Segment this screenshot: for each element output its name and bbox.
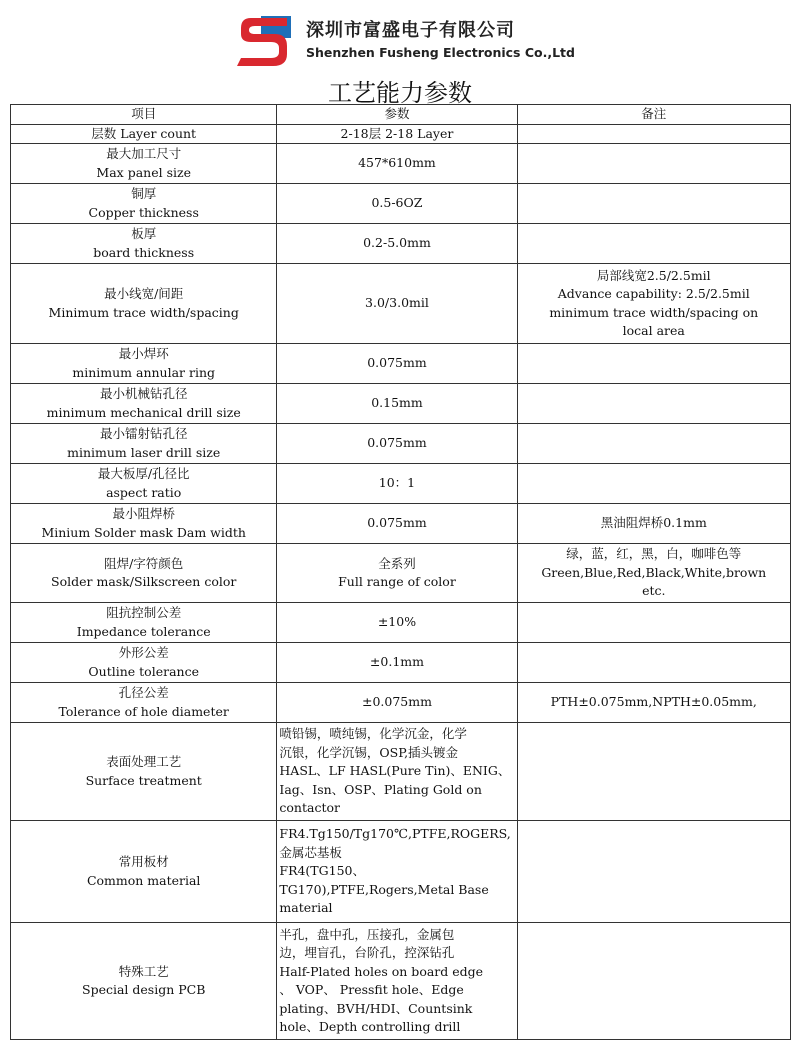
remark-cell: [517, 424, 790, 464]
item-cell: [11, 544, 277, 603]
parameter-cell-line: TG170),PTFE,Rogers,Metal Base: [279, 881, 489, 897]
table-row: [11, 504, 791, 544]
parameter-cell-line: 半孔，盘中孔，压接孔，金属包: [279, 926, 455, 942]
item-cell: [11, 424, 277, 464]
parameter-cell-line: ±10%: [377, 614, 417, 630]
parameter-cell: [277, 224, 517, 264]
parameter-cell-line: hole、Depth controlling drill: [279, 1019, 461, 1034]
item-cell: [11, 464, 277, 504]
company-name-cn: 深圳市富盛电子有限公司: [306, 20, 515, 41]
item-cell-line: Impedance tolerance: [76, 623, 211, 639]
remark-cell-line: local area: [622, 323, 685, 338]
table-row: [11, 544, 791, 603]
parameter-cell: [277, 424, 517, 464]
table-row: [11, 184, 791, 224]
remark-cell: [517, 683, 790, 723]
item-cell-line: 最小焊环: [118, 346, 169, 361]
item-cell-line: Tolerance of hole diameter: [58, 703, 229, 719]
table-row: [11, 464, 791, 504]
parameter-cell-line: FR4(TG150、: [279, 863, 365, 879]
table-row: [11, 224, 791, 264]
item-cell: [11, 384, 277, 424]
item-cell: [11, 643, 277, 683]
parameter-cell-line: 0.15mm: [371, 395, 423, 411]
item-cell: [11, 821, 277, 923]
item-cell: [11, 344, 277, 384]
item-cell: [11, 723, 277, 821]
parameter-cell-line: 0.075mm: [367, 355, 427, 371]
remark-cell: [517, 504, 790, 544]
page-title: 工艺能力参数: [328, 79, 472, 107]
table-row: [11, 384, 791, 424]
item-cell: [11, 683, 277, 723]
item-cell-line: aspect ratio: [106, 484, 182, 500]
remark-cell-line: etc.: [642, 583, 666, 599]
company-header: [0, 0, 800, 72]
column-header-parameter: 参数: [277, 105, 517, 125]
parameter-cell: [277, 184, 517, 224]
item-cell-line: Common material: [86, 872, 201, 888]
remark-cell: [517, 264, 790, 344]
remark-cell-line: Advance capability: 2.5/2.5mil: [557, 286, 750, 301]
remark-cell: [517, 224, 790, 264]
table-row: [11, 723, 791, 821]
remark-cell-line: 绿，蓝，红，黑，白，咖啡色等: [566, 546, 742, 562]
item-cell-line: 层数 Layer count: [91, 125, 197, 141]
remark-cell-line: PTH±0.075mm,NPTH±0.05mm,: [550, 694, 757, 710]
item-cell: [11, 144, 277, 184]
parameter-cell-line: 3.0/3.0mil: [365, 295, 429, 311]
item-cell: [11, 124, 277, 144]
parameter-cell-line: 2-18层 2-18 Layer: [340, 125, 454, 141]
item-cell-line: Copper thickness: [88, 204, 199, 220]
parameter-cell-line: 0.075mm: [367, 435, 427, 451]
item-cell-line: Special design PCB: [82, 982, 206, 997]
parameter-cell: [277, 683, 517, 723]
column-header-item: 项目: [11, 105, 277, 125]
parameter-cell-line: HASL、LF HASL(Pure Tin)、ENIG、: [279, 763, 511, 779]
parameter-cell-line: Full range of color: [338, 574, 456, 589]
parameter-cell-line: contactor: [279, 800, 340, 816]
item-cell-line: Solder mask/Silkscreen color: [51, 574, 237, 589]
company-name-en: Shenzhen Fusheng Electronics Co.,Ltd: [306, 45, 575, 60]
parameter-cell: [277, 603, 517, 643]
parameter-cell: [277, 464, 517, 504]
parameter-cell: [277, 344, 517, 384]
item-cell: [11, 184, 277, 224]
parameter-cell-line: 、 VOP、 Pressfit hole、Edge: [279, 982, 464, 997]
remark-cell: [517, 723, 790, 821]
column-header-remark: 备注: [517, 105, 790, 125]
table-body: [11, 124, 791, 1040]
remark-cell: [517, 643, 790, 683]
parameter-cell-line: ±0.1mm: [369, 654, 424, 670]
parameter-cell-line: FR4.Tg150/Tg170℃,PTFE,ROGERS,: [279, 826, 511, 842]
parameter-cell-line: 全系列: [378, 555, 416, 571]
item-cell: [11, 603, 277, 643]
parameter-cell-line: ±0.075mm: [361, 694, 432, 710]
parameter-cell-line: 金属芯基板: [279, 844, 342, 860]
parameter-cell-line: Iag、Isn、OSP、Plating Gold on: [279, 781, 482, 797]
remark-cell: [517, 821, 790, 923]
item-cell-line: 最大板厚/孔径比: [97, 466, 190, 481]
remark-cell: [517, 184, 790, 224]
item-cell-line: 外形公差: [118, 645, 169, 660]
remark-cell: [517, 344, 790, 384]
parameter-cell: [277, 384, 517, 424]
item-cell: [11, 224, 277, 264]
parameter-cell: [277, 821, 517, 923]
item-cell-line: 阻焊/字符颜色: [104, 555, 184, 571]
parameter-cell: [277, 923, 517, 1040]
item-cell-line: 孔径公差: [118, 685, 169, 700]
table-header-row: [11, 105, 791, 125]
item-cell-line: 最大加工尺寸: [106, 146, 182, 161]
remark-cell: [517, 464, 790, 504]
parameter-cell-line: 喷铅锡，喷纯锡，化学沉金，化学: [279, 726, 467, 742]
remark-cell: [517, 923, 790, 1040]
remark-cell-line: Green,Blue,Red,Black,White,brown: [541, 564, 767, 580]
remark-cell-line: 黑油阻焊桥0.1mm: [600, 515, 707, 531]
parameter-cell-line: 457*610mm: [358, 155, 436, 171]
table-row: [11, 603, 791, 643]
item-cell-line: minimum mechanical drill size: [46, 404, 241, 420]
parameter-cell-line: plating、BVH/HDI、Countsink: [279, 1000, 473, 1016]
parameter-cell-line: 10：1: [378, 475, 416, 491]
remark-cell: [517, 124, 790, 144]
item-cell-line: 阻抗控制公差: [106, 605, 182, 620]
item-cell-line: Outline tolerance: [88, 663, 199, 679]
item-cell-line: Minimum trace width/spacing: [48, 304, 239, 320]
parameter-cell-line: Half-Plated holes on board edge: [279, 963, 484, 979]
item-cell-line: minimum annular ring: [72, 364, 216, 380]
parameter-cell-line: 0.075mm: [367, 515, 427, 531]
parameter-cell: [277, 144, 517, 184]
company-logo-icon: [237, 14, 293, 66]
item-cell-line: 最小镭射钻孔径: [99, 426, 188, 441]
parameter-cell: [277, 723, 517, 821]
table-row: [11, 643, 791, 683]
item-cell-line: Surface treatment: [85, 772, 202, 788]
remark-cell: [517, 544, 790, 603]
item-cell-line: 表面处理工艺: [106, 754, 182, 769]
parameter-cell-line: 沉银，化学沉锡，OSP,插头镀金: [279, 744, 459, 760]
table-row: [11, 683, 791, 723]
item-cell-line: 最小阻焊桥: [112, 506, 175, 521]
parameter-cell: [277, 504, 517, 544]
remark-cell-line: minimum trace width/spacing on: [549, 304, 759, 320]
item-cell-line: Max panel size: [96, 164, 191, 180]
remark-cell-line: 局部线宽2.5/2.5mil: [596, 267, 711, 283]
parameter-cell: [277, 544, 517, 603]
item-cell: [11, 504, 277, 544]
remark-cell: [517, 144, 790, 184]
parameter-cell: [277, 643, 517, 683]
parameter-cell-line: 边，埋盲孔，台阶孔，控深钻孔: [279, 945, 455, 960]
item-cell: [11, 264, 277, 344]
item-cell-line: board thickness: [93, 244, 195, 260]
item-cell-line: 最小机械钻孔径: [99, 386, 188, 401]
table-row: [11, 124, 791, 144]
process-capability-table: [10, 104, 791, 1040]
table-row: [11, 424, 791, 464]
table-row: [11, 923, 791, 1040]
item-cell-line: Minium Solder mask Dam width: [41, 524, 246, 540]
item-cell-line: 常用板材: [118, 854, 169, 869]
item-cell-line: 板厚: [131, 226, 157, 241]
table-row: [11, 264, 791, 344]
parameter-cell-line: material: [279, 900, 333, 916]
item-cell-line: 特殊工艺: [118, 963, 169, 979]
remark-cell: [517, 603, 790, 643]
item-cell-line: 铜厚: [131, 186, 157, 201]
table-row: [11, 144, 791, 184]
remark-cell: [517, 384, 790, 424]
parameter-cell-line: 0.2-5.0mm: [363, 235, 431, 251]
table-row: [11, 344, 791, 384]
parameter-cell: [277, 124, 517, 144]
item-cell: [11, 923, 277, 1040]
item-cell-line: minimum laser drill size: [67, 444, 221, 460]
table-row: [11, 821, 791, 923]
item-cell-line: 最小线宽/间距: [104, 286, 184, 301]
parameter-cell: [277, 264, 517, 344]
parameter-cell-line: 0.5-6OZ: [371, 195, 423, 211]
